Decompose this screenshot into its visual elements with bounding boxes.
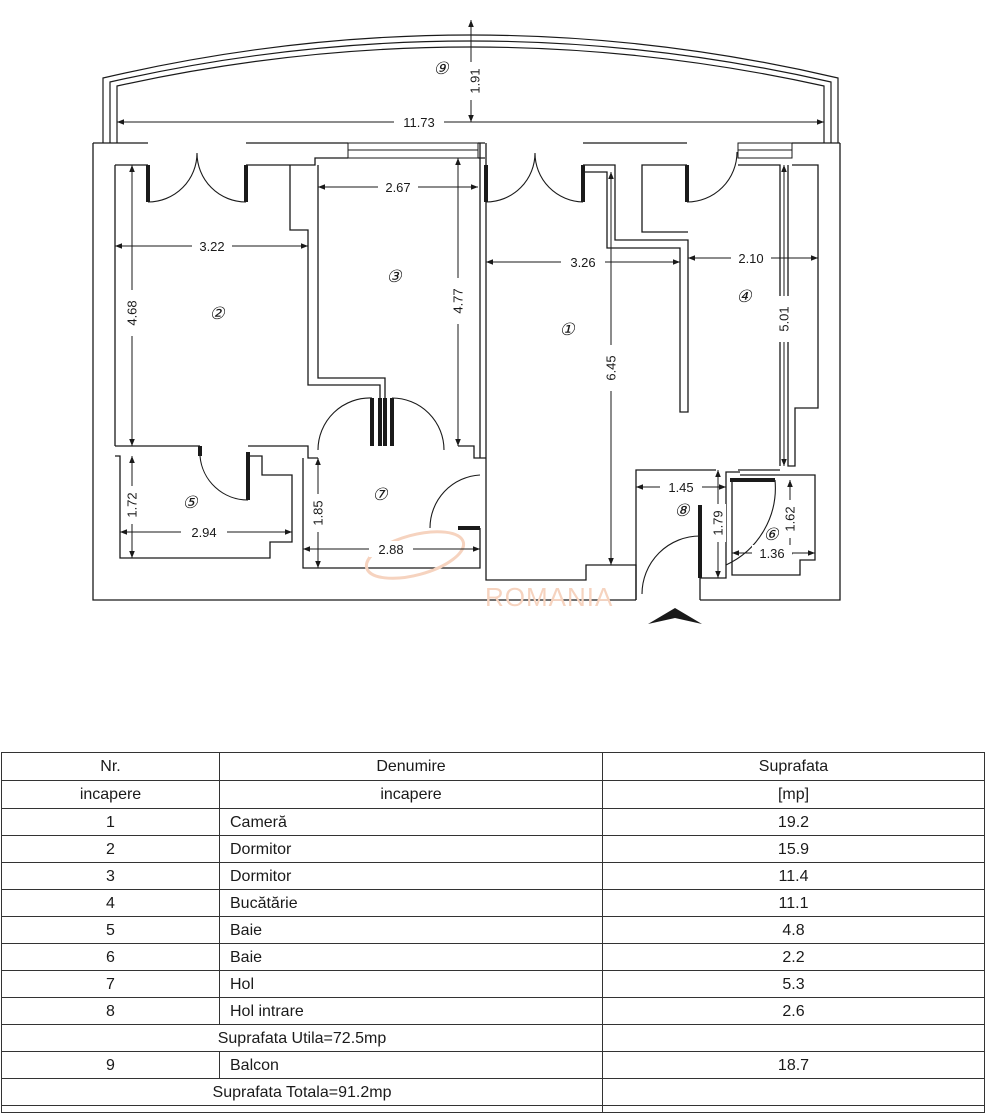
cell-name: Bucătărie — [220, 890, 603, 917]
dim-r2-width: 3.22 — [199, 239, 225, 254]
cell-nr: 7 — [2, 971, 220, 998]
dimension-lines — [115, 20, 824, 578]
cell-nr: 2 — [2, 836, 220, 863]
dim-r7-width: 2.88 — [378, 542, 404, 557]
windows — [348, 143, 792, 158]
cell-area: 11.4 — [603, 863, 985, 890]
dim-balcony-depth: 1.91 — [467, 68, 483, 94]
tail-cell — [2, 1106, 603, 1113]
header-suprafata-line2: [mp] — [603, 781, 985, 809]
cell-name: Cameră — [220, 809, 603, 836]
utila-summary-row — [2, 1025, 985, 1052]
room-number-4: ④ — [736, 287, 752, 306]
totala-summary-row — [2, 1079, 985, 1106]
dim-r3-width: 2.67 — [385, 180, 411, 195]
cell-nr: 8 — [2, 998, 220, 1025]
cell-nr: 3 — [2, 863, 220, 890]
dim-r6-width: 1.36 — [759, 546, 785, 561]
header-denumire-line2: incapere — [220, 781, 603, 809]
entrance-arrow-icon — [648, 608, 702, 624]
room-number-9: ⑨ — [433, 59, 449, 78]
dim-r1-width: 3.26 — [570, 255, 596, 270]
dim-r7-depth: 1.85 — [310, 500, 326, 526]
dim-r5-depth: 1.72 — [124, 492, 140, 518]
dim-r2-depth: 4.68 — [124, 300, 140, 326]
cell-nr: 5 — [2, 917, 220, 944]
cell-area: 4.8 — [603, 917, 985, 944]
dim-balcony-width: 11.73 — [403, 115, 435, 130]
table-row — [2, 863, 985, 890]
tail-cell — [603, 1106, 985, 1113]
table-row — [2, 971, 985, 998]
cell-name: Hol intrare — [220, 998, 603, 1025]
dim-r8-width: 1.45 — [668, 480, 694, 495]
header-denumire-line1: Denumire — [220, 753, 603, 781]
cell-nr: 9 — [2, 1052, 220, 1079]
cell-name: Balcon — [220, 1052, 603, 1079]
table-header-row-1 — [2, 753, 985, 781]
cell-name: Baie — [220, 944, 603, 971]
totala-summary: Suprafata Totala=91.2mp — [2, 1079, 603, 1106]
cell-area: 11.1 — [603, 890, 985, 917]
table-row — [2, 944, 985, 971]
header-nr-line2: incapere — [2, 781, 220, 809]
room-number-6: ⑥ — [763, 525, 779, 544]
table-tail-row — [2, 1106, 985, 1113]
cell-nr: 4 — [2, 890, 220, 917]
cell-area: 2.6 — [603, 998, 985, 1025]
dim-r1-depth: 6.45 — [603, 355, 619, 381]
room-number-7: ⑦ — [372, 485, 388, 504]
cell-name: Dormitor — [220, 836, 603, 863]
dim-r3-depth: 4.77 — [450, 288, 466, 314]
room-number-2: ② — [209, 304, 225, 323]
cell-area: 2.2 — [603, 944, 985, 971]
dim-r6-depth: 1.62 — [782, 506, 798, 532]
table-row — [2, 1052, 985, 1079]
table-row — [2, 890, 985, 917]
room-number-5: ⑤ — [182, 493, 198, 512]
room-number-8: ⑧ — [674, 501, 690, 520]
table-row — [2, 836, 985, 863]
room-numbers — [182, 59, 779, 544]
table-header-row-2 — [2, 781, 985, 809]
dim-r5-width: 2.94 — [191, 525, 217, 540]
cell-name: Baie — [220, 917, 603, 944]
table-row — [2, 917, 985, 944]
dim-r4-depth: 5.01 — [776, 306, 792, 332]
cell-name: Dormitor — [220, 863, 603, 890]
room-number-3: ③ — [386, 267, 402, 286]
summary-empty-cell — [603, 1025, 985, 1052]
cell-area: 15.9 — [603, 836, 985, 863]
cell-name: Hol — [220, 971, 603, 998]
cell-area: 5.3 — [603, 971, 985, 998]
table-row — [2, 998, 985, 1025]
room-area-table — [1, 752, 985, 1113]
cell-area: 18.7 — [603, 1052, 985, 1079]
watermark-text: ROMANIA — [485, 582, 614, 612]
dim-r4-width: 2.10 — [738, 251, 764, 266]
header-nr-line1: Nr. — [2, 753, 220, 781]
dim-r8-depth: 1.79 — [710, 510, 726, 536]
utila-summary: Suprafata Utila=72.5mp — [2, 1025, 603, 1052]
summary-empty-cell — [603, 1079, 985, 1106]
cell-nr: 1 — [2, 809, 220, 836]
cell-area: 19.2 — [603, 809, 985, 836]
header-suprafata-line1: Suprafata — [603, 753, 985, 781]
cell-nr: 6 — [2, 944, 220, 971]
room-number-1: ① — [559, 320, 575, 339]
table-row — [2, 809, 985, 836]
